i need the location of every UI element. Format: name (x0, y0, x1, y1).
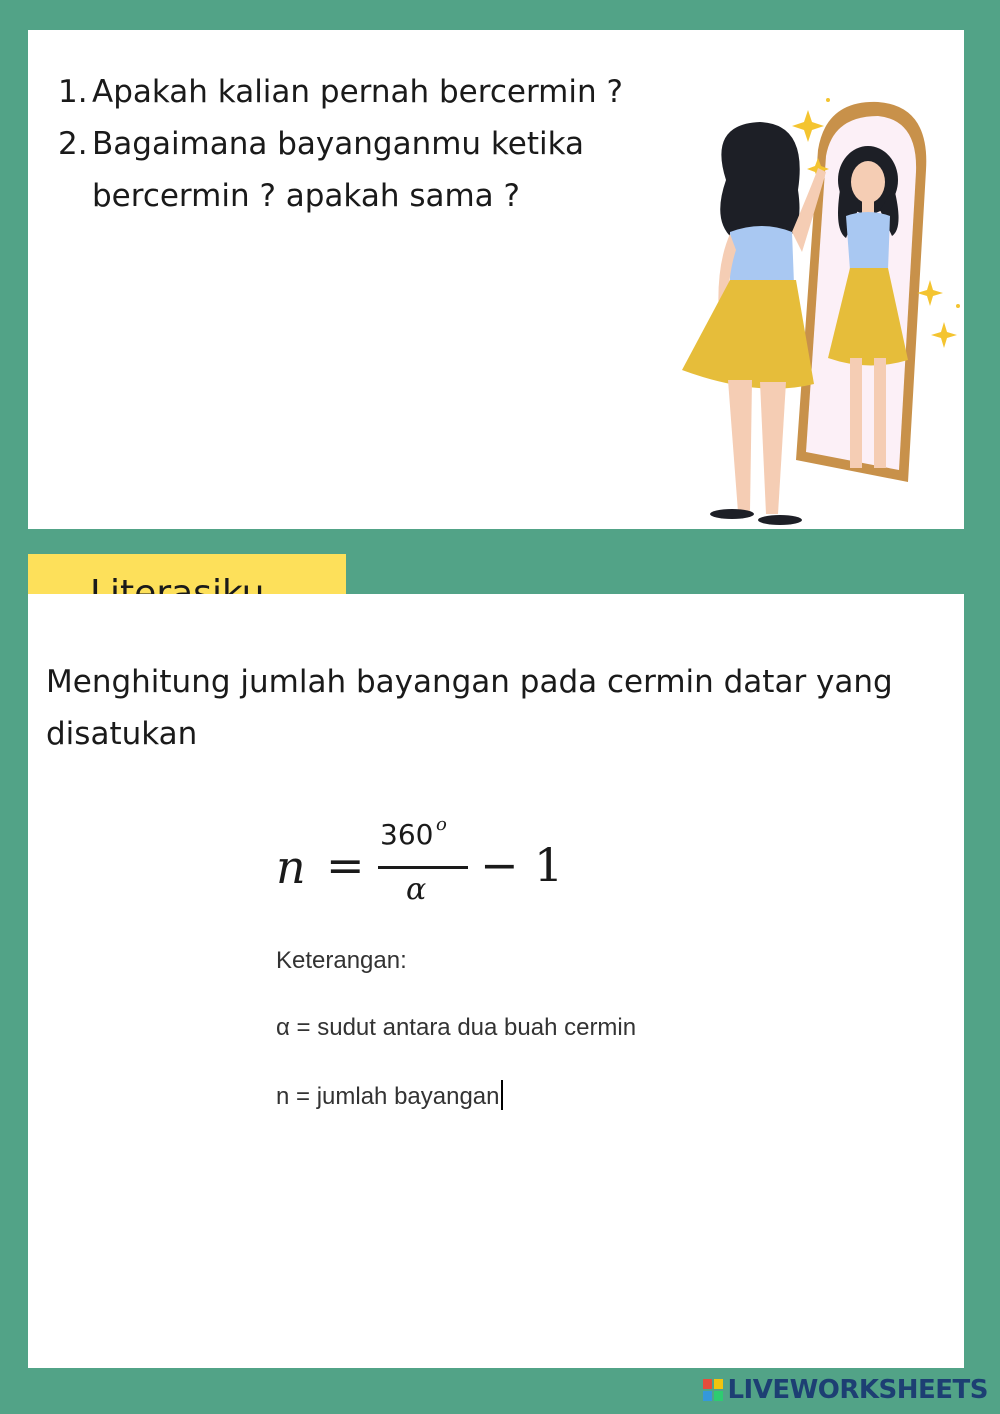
notes-title: Keterangan: (276, 947, 407, 974)
question-item (58, 118, 658, 222)
formula-constant: 1 (534, 838, 564, 892)
literasi-panel (28, 594, 964, 1368)
formula-numerator: 360 (380, 818, 434, 851)
notes-block (276, 946, 636, 1147)
notes-n-definition: n = jumlah bayangan (276, 1083, 500, 1110)
formula-denominator: α (406, 872, 427, 907)
question-number: 1. (58, 74, 88, 110)
liveworksheets-brand[interactable] (703, 1373, 988, 1407)
text-caret (501, 1080, 503, 1110)
formula-lhs: n (276, 840, 306, 894)
question-item (58, 66, 658, 118)
question-number: 2. (58, 126, 88, 162)
question-text: Bagaimana bayanganmu ketika bercermin ? apakah sama ? (92, 126, 585, 214)
intro-text: Menghitung jumlah bayangan pada cermin datar yang disatukan (46, 664, 893, 752)
formula-equals: = (326, 838, 365, 892)
questions-panel (28, 30, 964, 529)
brand-name: LIVEWORKSHEETS (727, 1375, 988, 1405)
fraction-bar (378, 866, 468, 869)
mirror-formula (276, 814, 616, 918)
formula-minus: − (480, 838, 519, 892)
notes-n-line (276, 1080, 636, 1147)
question-text: Apakah kalian pernah bercermin ? (92, 74, 623, 110)
question-list (58, 66, 658, 222)
girl-mirror-illustration-icon (668, 60, 968, 530)
liveworksheets-logo-icon (703, 1379, 723, 1401)
notes-alpha-definition: α = sudut antara dua buah cermin (276, 1014, 637, 1041)
formula-superscript: o (436, 814, 447, 835)
